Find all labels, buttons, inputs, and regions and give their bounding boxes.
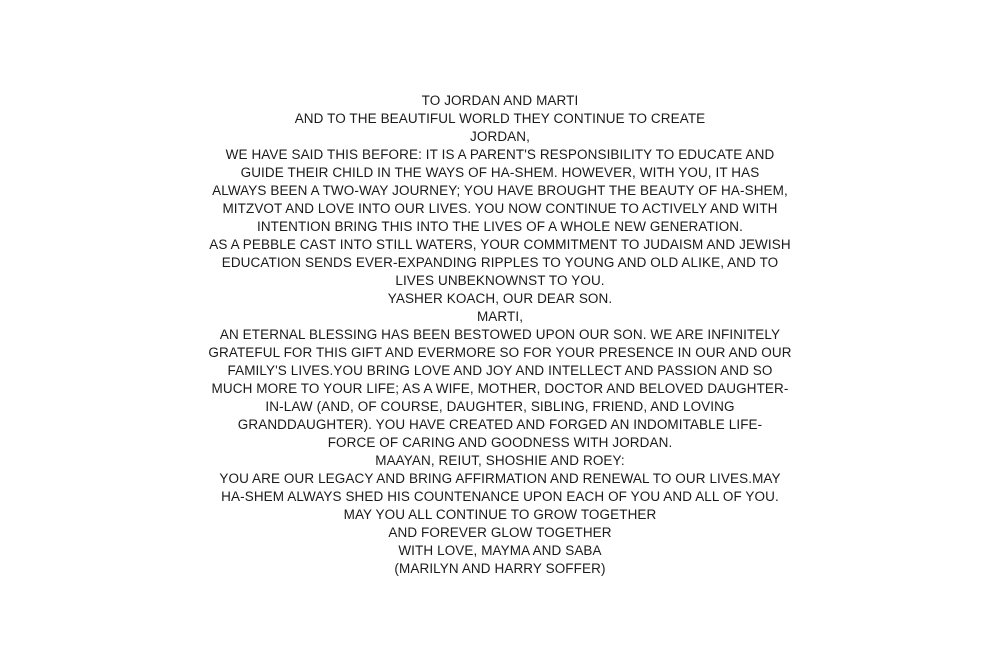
yasher-koach-line: YASHER KOACH, OUR DEAR SON. xyxy=(387,291,613,306)
closing-line: AND FOREVER GLOW TOGETHER xyxy=(388,525,612,540)
pebble-paragraph-line: EDUCATION SENDS EVER-EXPANDING RIPPLES TO YOUNG AND OLD ALIKE, AND TO xyxy=(221,255,779,270)
marti-paragraph-line: IN-LAW (AND, OF COURSE, DAUGHTER, SIBLING, FRIEND, AND LOVING xyxy=(265,399,735,414)
dedication-subheading: AND TO THE BEAUTIFUL WORLD THEY CONTINUE TO CREATE xyxy=(294,111,706,126)
jordan-paragraph-line: MITZVOT AND LOVE INTO OUR LIVES. YOU NOW CONTINUE TO ACTIVELY AND WITH xyxy=(222,201,778,216)
signature-line: WITH LOVE, MAYMA AND SABA xyxy=(398,543,602,558)
dedication-page xyxy=(0,92,1000,578)
jordan-paragraph-line: GUIDE THEIR CHILD IN THE WAYS OF HA-SHEM. HOWEVER, WITH YOU, IT HAS xyxy=(240,165,760,180)
marti-paragraph-line: FAMILY'S LIVES.YOU BRING LOVE AND JOY AND INTELLECT AND PASSION AND SO xyxy=(227,363,773,378)
jordan-paragraph-line: WE HAVE SAID THIS BEFORE: IT IS A PARENT'S RESPONSIBILITY TO EDUCATE AND xyxy=(225,147,775,162)
grandchildren-paragraph-line: YOU ARE OUR LEGACY AND BRING AFFIRMATION AND RENEWAL TO OUR LIVES.MAY xyxy=(219,471,781,486)
salutation-marti: MARTI, xyxy=(476,309,524,324)
salutation-jordan: JORDAN, xyxy=(470,129,530,144)
marti-paragraph-line: GRANDDAUGHTER). YOU HAVE CREATED AND FORGED AN INDOMITABLE LIFE- xyxy=(237,417,763,432)
jordan-paragraph-line: ALWAYS BEEN A TWO-WAY JOURNEY; YOU HAVE BROUGHT THE BEAUTY OF HA-SHEM, xyxy=(212,183,788,198)
marti-paragraph-line: GRATEFUL FOR THIS GIFT AND EVERMORE SO FOR YOUR PRESENCE IN OUR AND OUR xyxy=(208,345,792,360)
signature-names: (MARILYN AND HARRY SOFFER) xyxy=(394,561,606,576)
closing-line: MAY YOU ALL CONTINUE TO GROW TOGETHER xyxy=(343,507,657,522)
dedication-heading: TO JORDAN AND MARTI xyxy=(421,93,579,108)
pebble-paragraph-line: AS A PEBBLE CAST INTO STILL WATERS, YOUR COMMITMENT TO JUDAISM AND JEWISH xyxy=(209,237,791,252)
jordan-paragraph-line: INTENTION BRING THIS INTO THE LIVES OF A WHOLE NEW GENERATION. xyxy=(256,219,744,234)
marti-paragraph-line: MUCH MORE TO YOUR LIFE; AS A WIFE, MOTHER, DOCTOR AND BELOVED DAUGHTER- xyxy=(211,381,789,396)
marti-paragraph-line: AN ETERNAL BLESSING HAS BEEN BESTOWED UPON OUR SON. WE ARE INFINITELY xyxy=(219,327,781,342)
grandchildren-paragraph-line: HA-SHEM ALWAYS SHED HIS COUNTENANCE UPON EACH OF YOU AND ALL OF YOU. xyxy=(221,489,779,504)
marti-paragraph-line: FORCE OF CARING AND GOODNESS WITH JORDAN. xyxy=(327,435,673,450)
salutation-grandchildren: MAAYAN, REIUT, SHOSHIE AND ROEY: xyxy=(375,453,625,468)
pebble-paragraph-line: LIVES UNBEKNOWNST TO YOU. xyxy=(395,273,605,288)
